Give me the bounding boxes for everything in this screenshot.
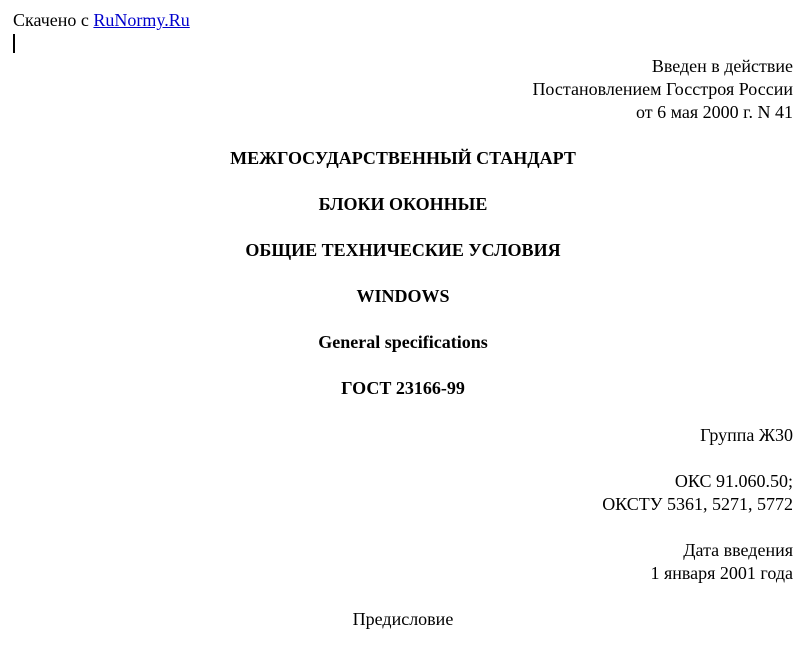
okstu-code: ОКСТУ 5361, 5271, 5772 <box>602 494 793 514</box>
standard-name-ru: БЛОКИ ОКОННЫЕ <box>318 194 488 214</box>
source-prefix: Скачено с <box>13 10 94 30</box>
standard-subtitle-ru: ОБЩИЕ ТЕХНИЧЕСКИЕ УСЛОВИЯ <box>245 240 561 260</box>
enactment-line-2: Постановлением Госстроя России <box>532 79 793 99</box>
preface-heading: Предисловие <box>352 609 454 629</box>
text-cursor <box>13 34 15 53</box>
enactment-line-3: от 6 мая 2000 г. N 41 <box>635 102 793 122</box>
standard-code: ГОСТ 23166-99 <box>341 378 465 398</box>
runormy-link[interactable]: RuNormy.Ru <box>93 10 190 30</box>
effective-date-label: Дата введения <box>683 540 793 560</box>
standard-category: МЕЖГОСУДАРСТВЕННЫЙ СТАНДАРТ <box>230 148 576 168</box>
standard-name-en: WINDOWS <box>356 286 450 306</box>
standard-subtitle-en: General specifications <box>318 332 488 352</box>
oks-code: ОКС 91.060.50; <box>674 471 793 491</box>
enactment-line-1: Введен в действие <box>651 56 793 76</box>
source-line <box>13 9 190 32</box>
effective-date: 1 января 2001 года <box>650 563 793 583</box>
group-code: Группа Ж30 <box>700 425 793 445</box>
